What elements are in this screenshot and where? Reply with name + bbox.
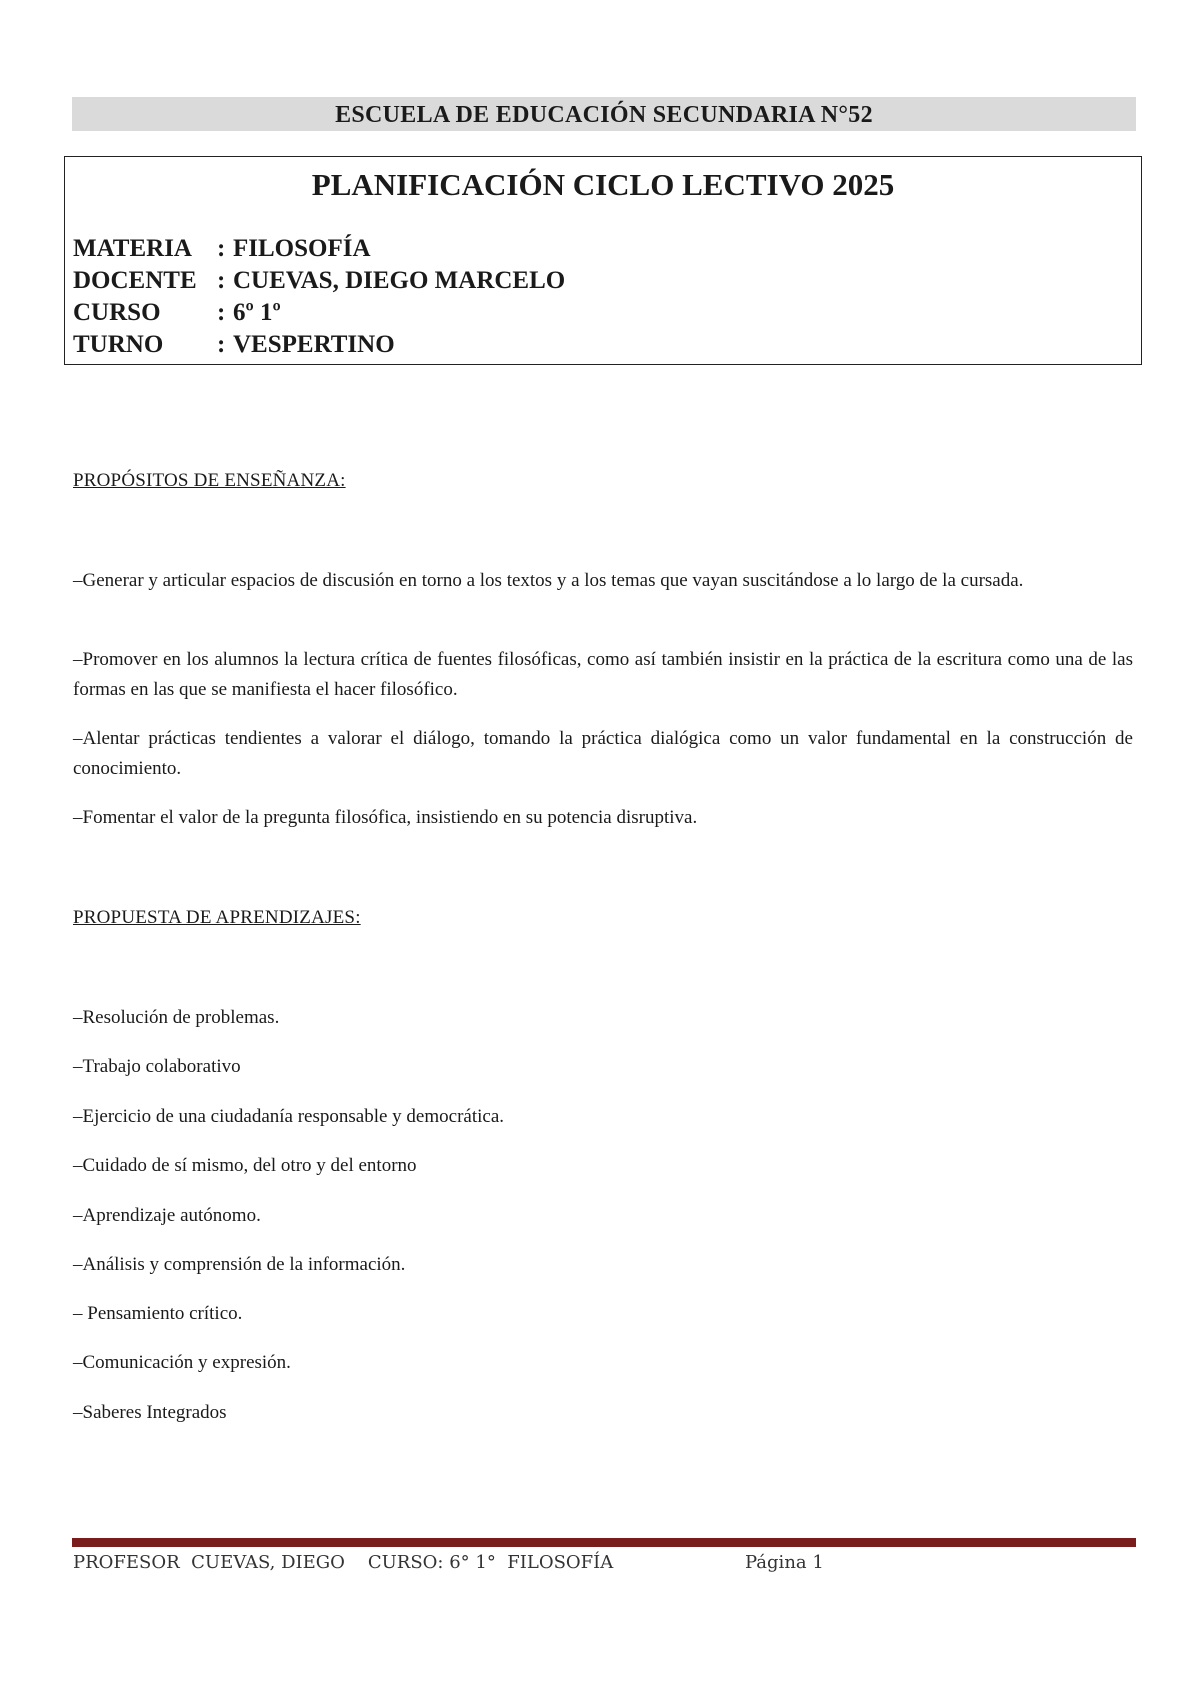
- info-value: CUEVAS, DIEGO MARCELO: [233, 267, 566, 294]
- info-label: DOCENTE: [73, 267, 197, 294]
- learning-item: –Resolución de problemas.: [73, 1007, 280, 1028]
- learning-item: –Trabajo colaborativo: [73, 1056, 241, 1077]
- info-separator: :: [217, 331, 226, 358]
- plan-info-box: [64, 156, 1142, 365]
- info-row-docente: [73, 265, 565, 297]
- learning-item: –Saberes Integrados: [73, 1402, 227, 1423]
- info-separator: :: [217, 235, 226, 262]
- school-name-banner: ESCUELA DE EDUCACIÓN SECUNDARIA N°52: [72, 97, 1136, 131]
- info-label: CURSO: [73, 299, 161, 326]
- learning-item: –Comunicación y expresión.: [73, 1352, 291, 1373]
- info-separator: :: [217, 299, 226, 326]
- footer-page-number: Página 1: [745, 1552, 824, 1573]
- info-label: TURNO: [73, 331, 164, 358]
- info-label: MATERIA: [73, 235, 192, 262]
- learning-item: –Ejercicio de una ciudadanía responsable y democrática.: [73, 1106, 504, 1127]
- info-value: FILOSOFÍA: [233, 235, 371, 262]
- plan-title: PLANIFICACIÓN CICLO LECTIVO 2025: [311, 167, 895, 202]
- info-row-curso: [73, 297, 281, 329]
- footer-divider: [72, 1538, 1136, 1547]
- purpose-item: –Fomentar el valor de la pregunta filosófica, insistiendo en su potencia disruptiva.: [73, 807, 698, 828]
- purposes-heading: PROPÓSITOS DE ENSEÑANZA:: [73, 470, 346, 491]
- footer-course-info: PROFESOR CUEVAS, DIEGO CURSO: 6° 1° FILOSOFÍA: [73, 1552, 614, 1573]
- info-value: 6º 1º: [233, 299, 281, 326]
- info-row-turno: [73, 329, 395, 361]
- learning-heading: PROPUESTA DE APRENDIZAJES:: [73, 907, 361, 928]
- info-row-materia: [73, 233, 371, 265]
- learning-item: –Análisis y comprensión de la información.: [73, 1254, 406, 1275]
- info-separator: :: [217, 267, 226, 294]
- purpose-item: –Alentar prácticas tendientes a valorar el diálogo, tomando la práctica dialógica como un valor fundamental en la construcción de conocimiento.: [73, 728, 1133, 779]
- learning-item: – Pensamiento crítico.: [73, 1303, 243, 1324]
- purpose-item: –Generar y articular espacios de discusión en torno a los textos y a los temas que vayan suscitándose a lo largo de la cursada.: [73, 570, 1024, 591]
- learning-item: –Cuidado de sí mismo, del otro y del entorno: [73, 1155, 417, 1176]
- purpose-item: –Promover en los alumnos la lectura crítica de fuentes filosóficas, como así también insistir en la práctica de la escritura como una de las formas en las que se manifiesta el hacer filosófico.: [73, 649, 1133, 700]
- info-value: VESPERTINO: [233, 331, 395, 358]
- learning-item: –Aprendizaje autónomo.: [73, 1205, 261, 1226]
